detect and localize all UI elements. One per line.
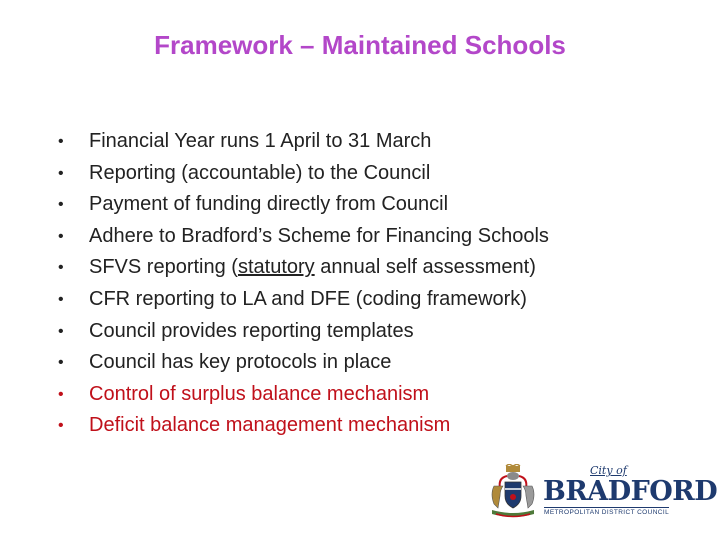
bullet-marker: • <box>58 417 64 435</box>
bullet-marker: • <box>58 133 64 150</box>
bullet-text: Council provides reporting templates <box>89 319 414 342</box>
bullet-item <box>58 284 549 316</box>
logo-city-of: City of <box>590 464 627 477</box>
bullet-item <box>58 126 549 158</box>
bullet-text: Financial Year runs 1 April to 31 March <box>89 130 432 152</box>
bullet-text: Council has key protocols in place <box>89 351 392 374</box>
bullet-marker: • <box>58 196 64 214</box>
bullet-marker: • <box>58 354 64 372</box>
coat-of-arms-icon <box>486 464 540 520</box>
bullet-marker: • <box>58 290 64 308</box>
bullet-item <box>58 221 549 253</box>
bradford-council-logo <box>486 462 718 522</box>
bullet-item <box>58 252 549 284</box>
bullet-item <box>58 158 549 190</box>
bullet-text: Deficit balance management mechanism <box>89 414 451 437</box>
bullet-marker: • <box>58 164 64 182</box>
bullet-marker: • <box>58 322 64 340</box>
bullet-text-after: annual self assessment) <box>314 256 536 279</box>
bullet-item <box>58 316 549 348</box>
bullet-text-underlined: statutory <box>237 256 315 279</box>
bullet-item-highlighted <box>58 410 549 442</box>
logo-subtitle: METROPOLITAN DISTRICT COUNCIL <box>544 509 670 516</box>
bullet-list <box>58 126 549 442</box>
logo-wordmark: BRADFORD <box>543 476 718 507</box>
bullet-text: Control of surplus balance mechanism <box>89 382 430 405</box>
bullet-text: Reporting (accountable) to the Council <box>89 161 431 184</box>
bullet-item-highlighted <box>58 379 549 411</box>
bullet-text: CFR reporting to LA and DFE (coding framework) <box>89 287 527 310</box>
bullet-text: Payment of funding directly from Council <box>89 193 449 216</box>
bullet-text: Adhere to Bradford’s Scheme for Financing Schools <box>89 224 549 247</box>
bullet-marker: • <box>58 227 64 245</box>
bullet-marker: • <box>58 385 64 403</box>
bullet-item <box>58 347 549 379</box>
slide-title: Framework – Maintained Schools <box>154 30 566 60</box>
bullet-item <box>58 189 549 221</box>
bullet-text-before: SFVS reporting ( <box>89 256 238 279</box>
bullet-marker: • <box>58 259 64 277</box>
